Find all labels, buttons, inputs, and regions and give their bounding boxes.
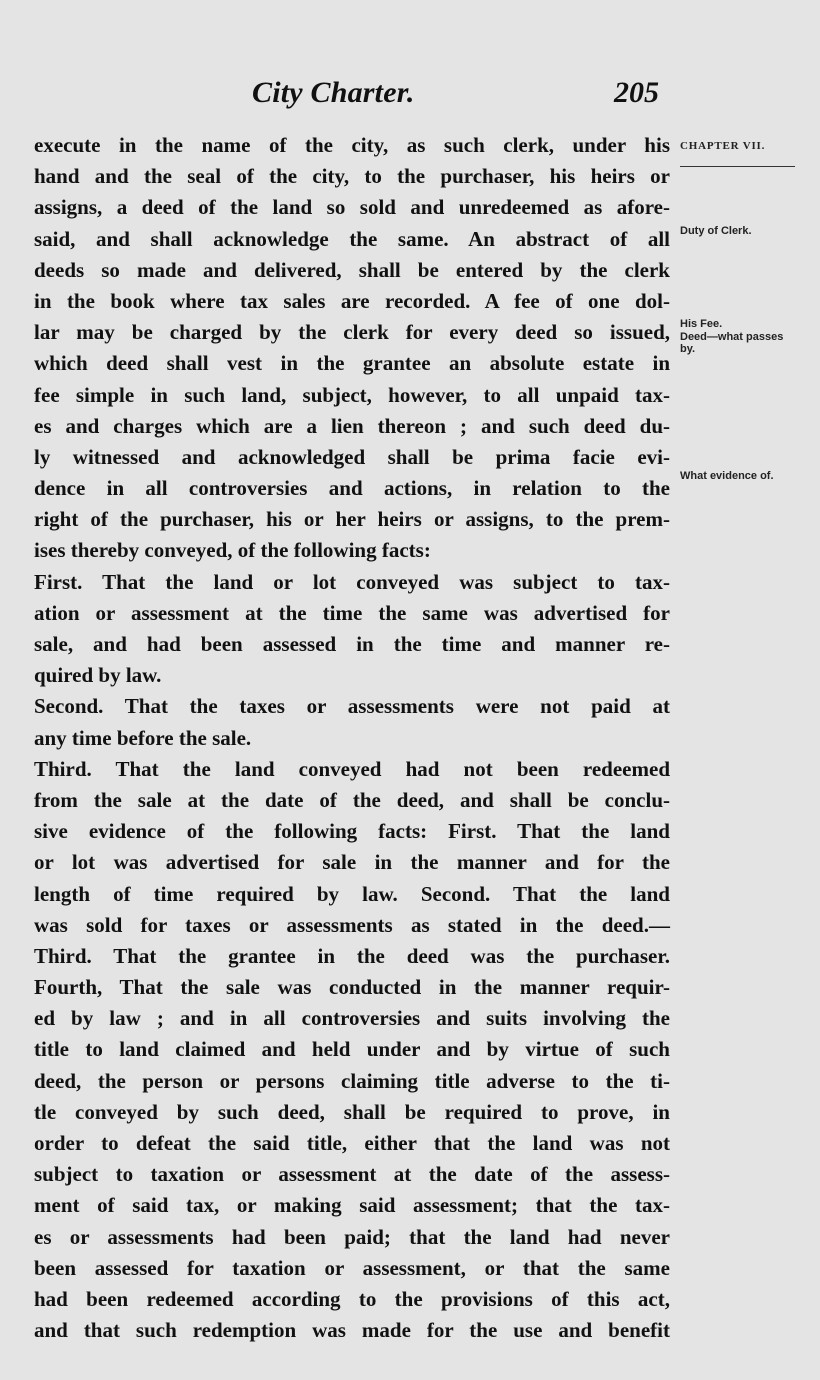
running-head: City Charter. [252,76,415,109]
text-line: fee simple in such land, subject, however, to all unpaid tax- [34,382,670,407]
text-line: ly witnessed and acknowledged shall be prima facie evi- [34,444,670,469]
text-line: ed by law ; and in all controversies and suits involving the [34,1006,670,1031]
text-line: ment of said tax, or making said assessment; that the tax- [34,1193,670,1218]
text-line: dence in all controversies and actions, in relation to the [34,476,670,501]
text-line: title to land claimed and held under and by virtue of such [34,1037,670,1062]
text-line: Third. That the land conveyed had not been redeemed [34,756,670,781]
text-line: ises thereby conveyed, of the following facts: [34,538,431,563]
text-line: es and charges which are a lien thereon ; and such deed du- [34,413,670,438]
text-line: hand and the seal of the city, to the purchaser, his heirs or [34,164,670,189]
text-line: subject to taxation or assessment at the date of the assess- [34,1162,670,1187]
text-line: was sold for taxes or assessments as stated in the deed.— [34,912,670,937]
text-line: deeds so made and delivered, shall be entered by the clerk [34,257,670,282]
text-line: First. That the land or lot conveyed was subject to tax- [34,569,670,594]
text-line: deed, the person or persons claiming title adverse to the ti- [34,1068,670,1093]
body-text [34,130,670,1346]
text-line: length of time required by law. Second. That the land [34,881,670,906]
text-line: had been redeemed according to the provisions of this act, [34,1286,670,1311]
text-line: tle conveyed by such deed, shall be required to prove, in [34,1099,670,1124]
text-line: ation or assessment at the time the same was advertised for [34,600,670,625]
page-number: 205 [614,76,659,109]
text-line: Fourth, That the sale was conducted in the manner requir- [34,975,670,1000]
margin-note-what-evidence: What evidence of. [680,470,774,482]
text-line: order to defeat the said title, either that the land was not [34,1131,670,1155]
text-line: quired by law. [34,663,162,688]
text-line: or lot was advertised for sale in the manner and for the [34,850,670,875]
text-line: which deed shall vest in the grantee an absolute estate in [34,351,670,376]
page-header [0,76,820,124]
text-line: said, and shall acknowledge the same. An abstract of all [34,226,670,251]
text-line: sive evidence of the following facts: First. That the land [34,819,670,844]
text-line: and that such redemption was made for the use and benefit [34,1318,670,1343]
text-line: been assessed for taxation or assessment, or that the same [34,1255,670,1280]
text-line: sale, and had been assessed in the time and manner re- [34,632,670,656]
margin-note-chapter: CHAPTER VII. [680,140,766,152]
text-line: Second. That the taxes or assessments were not paid at [34,694,670,719]
text-line: lar may be charged by the clerk for every deed so issued, [34,320,670,345]
text-line: assigns, a deed of the land so sold and unredeemed as afore- [34,195,670,220]
text-line: es or assessments had been paid; that the land had never [34,1224,670,1249]
text-line: right of the purchaser, his or her heirs or assigns, to the prem- [34,507,670,532]
margin-note-duty-of-clerk: Duty of Clerk. [680,225,752,237]
text-line: execute in the name of the city, as such clerk, under his [34,133,670,157]
text-line: Third. That the grantee in the deed was the purchaser. [34,943,670,968]
text-line: in the book where tax sales are recorded. A fee of one dol- [34,288,670,313]
margin-rule [680,166,795,167]
margin-note-deed-what-passes: Deed—what passes by. [680,331,784,355]
text-line: from the sale at the date of the deed, and shall be conclu- [34,787,670,812]
margin-note-his-fee: His Fee. [680,318,723,330]
text-line: any time before the sale. [34,725,252,750]
